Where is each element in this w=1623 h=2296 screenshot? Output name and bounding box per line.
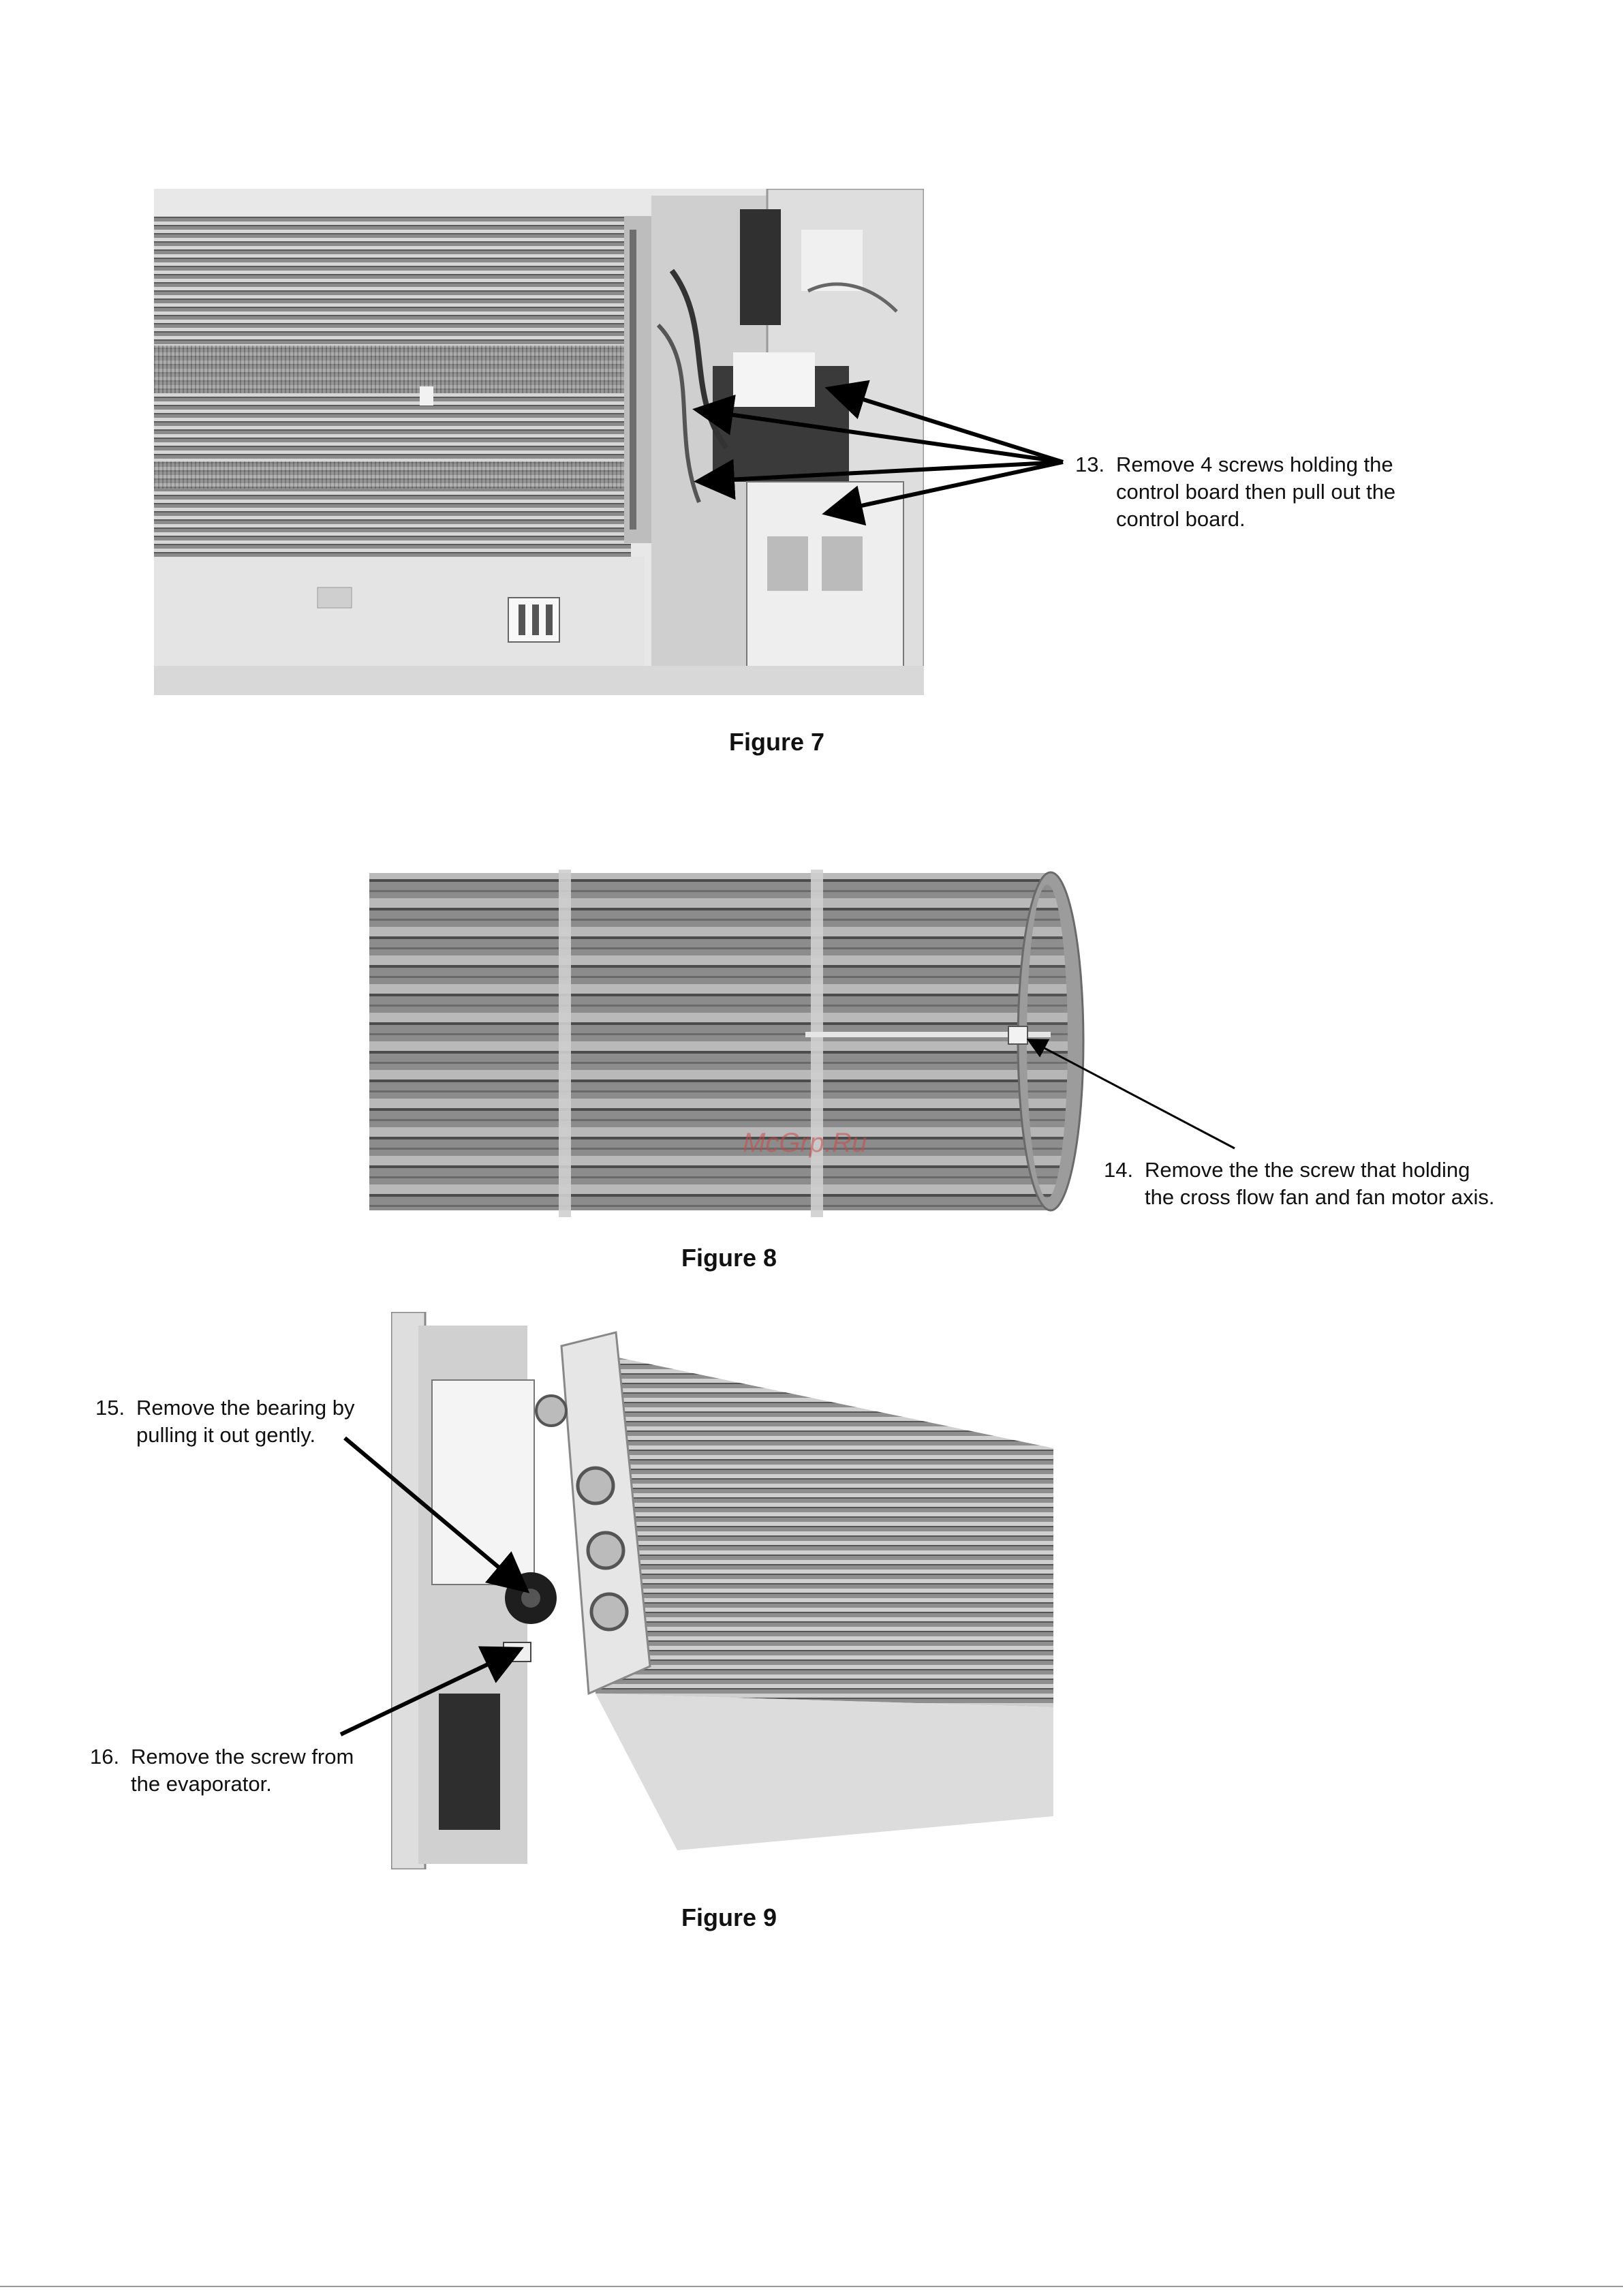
step-15	[95, 1394, 382, 1449]
footer-divider	[0, 2286, 1623, 2287]
step-14-number: 14.	[1104, 1158, 1134, 1182]
step-15-number: 15.	[95, 1396, 125, 1420]
figure-7-photo	[154, 189, 924, 695]
step-14	[1104, 1157, 1499, 1211]
step-16-number: 16.	[90, 1745, 120, 1769]
figure-9-caption: Figure 9	[681, 1903, 777, 1931]
watermark: McGrp.Ru	[743, 1128, 867, 1158]
step-16-text: Remove the screw from the evaporator.	[131, 1745, 354, 1796]
figure-8-photo	[369, 870, 1086, 1217]
step-13-number: 13.	[1075, 453, 1105, 476]
step-13	[1075, 451, 1443, 533]
step-13-text: Remove 4 screws holding the control board then pull out the control board.	[1116, 453, 1396, 531]
step-16	[90, 1743, 383, 1798]
step-14-text: Remove the the screw that holding the cross flow fan and fan motor axis.	[1145, 1158, 1495, 1209]
figure-9-photo	[391, 1312, 1053, 1869]
step-15-text: Remove the bearing by pulling it out gently.	[136, 1396, 355, 1447]
figure-8-caption: Figure 8	[681, 1244, 777, 1272]
figure-7-caption: Figure 7	[729, 728, 825, 756]
